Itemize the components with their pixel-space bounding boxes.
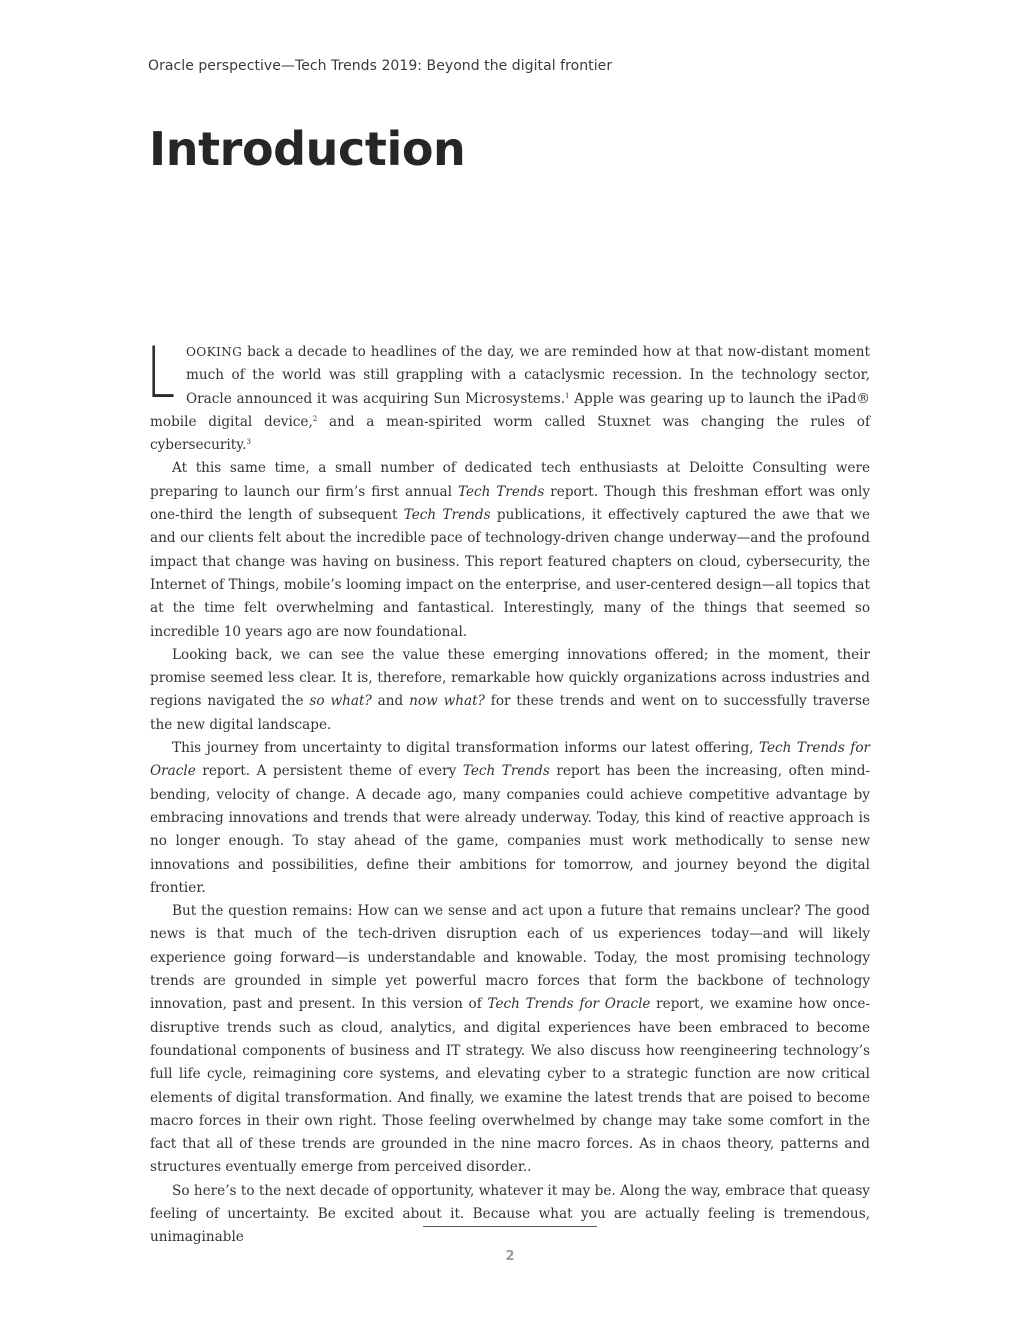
running-header: Oracle perspective—Tech Trends 2019: Beyond the digital frontier: [148, 58, 613, 74]
paragraph-text: for these trends and went on to successfully traverse the new digital landscape.: [150, 693, 870, 733]
page-title: Introduction: [149, 122, 466, 176]
paragraph-5: [150, 900, 870, 1180]
paragraph-text: So here’s to the next decade of opportunity, whatever it may be. Along the way, embrace that queasy feeling of uncertainty. Be excited about it. Because what you are actually feeling is tremendous, unimaginable: [150, 1182, 870, 1246]
italic-title: Tech Trends for Oracle: [150, 740, 870, 780]
paragraph-2: [150, 457, 870, 643]
italic-title: Tech Trends: [457, 483, 545, 500]
paragraph-6: [150, 1180, 870, 1250]
paragraph-3: [150, 644, 870, 737]
drop-cap: L: [146, 332, 176, 414]
paragraph-text: back a decade to headlines of the day, we are reminded how at that now-distant moment much of the world was still grappling with a cataclysmic recession. In the technology sector, Oracle announced it was acquiring Sun Microsystems.: [186, 344, 870, 407]
italic-phrase: so what?: [309, 693, 372, 710]
paragraph-text: At this same time, a small number of dedicated tech enthusiasts at Deloitte Consulting were preparing to launch our firm’s first annual: [150, 460, 870, 500]
paragraph-text: report, we examine how once-disruptive trends such as cloud, analytics, and digital experiences have been embraced to become foundational components of business and IT strategy. We also discuss how reengineering technology’s full life cycle, reimagining core systems, and elevating cyber to a strategic function are now critical elements of digital transformation. And finally, we examine the latest trends that are poised to become macro forces in their own right. Those feeling overwhelmed by change may take some comfort in the fact that all of these trends are grounded in the nine macro forces. As in chaos theory, patterns and structures eventually emerge from perceived disorder..: [150, 996, 870, 1176]
italic-title: Tech Trends for Oracle: [487, 996, 651, 1013]
paragraph-text: But the question remains: How can we sense and act upon a future that remains unclear? The good news is that much of the tech-driven disruption each of us experiences today—and will likely experience going forward—is understandable and knowable. Today, the most promising technology trends are grounded in simple yet powerful macro forces that form the backbone of technology innovation, past and present. In this version of: [150, 903, 870, 1013]
lead-in-smallcaps: OOKING: [186, 345, 243, 359]
paragraph-text: and: [371, 693, 410, 710]
italic-phrase: now what?: [409, 693, 485, 710]
footnote-ref[interactable]: 2: [312, 414, 318, 423]
footer-divider: [423, 1226, 597, 1227]
paragraph-text: publications, it effectively captured the awe that we and our clients felt about the incredible pace of technology-driven change underway—and the profound impact that change was having on business. This report featured chapters on cloud, cybersecurity, the Internet of Things, mobile’s looming impact on the enterprise, and user-centered design—all topics that at the time felt overwhelming and fantastical. Interestingly, many of the things that seemed so incredible 10 years ago are now foundational.: [150, 507, 870, 640]
paragraph-text: report. A persistent theme of every: [195, 763, 463, 780]
paragraph-text: report has been the increasing, often mind-bending, velocity of change. A decade ago, many companies could achieve competitive advantage by embracing innovations and trends that were already underway. Today, this kind of reactive approach is no longer enough. To stay ahead of the game, companies must work methodically to sense new innovations and possibilities, define their ambitions for tomorrow, and journey beyond the digital frontier.: [150, 763, 870, 896]
paragraph-text: Apple was gearing up to launch the iPad® mobile digital device,: [150, 390, 870, 430]
footnote-ref[interactable]: 3: [246, 438, 251, 447]
italic-title: Tech Trends: [403, 507, 491, 524]
footnote-ref[interactable]: 1: [565, 391, 570, 400]
paragraph-text: and a mean-spirited worm called Stuxnet was changing the rules of cybersecurity.: [150, 413, 870, 454]
paragraph-1: [146, 332, 870, 457]
italic-title: Tech Trends: [462, 763, 550, 780]
paragraph-4: [150, 737, 870, 900]
paragraph-text: report. Though this freshman effort was only one-third the length of subsequent: [150, 483, 871, 524]
paragraph-text: This journey from uncertainty to digital transformation informs our latest offering,: [172, 740, 759, 757]
paragraph-text: Looking back, we can see the value these emerging innovations offered; in the moment, their promise seemed less clear. It is, therefore, remarkable how quickly organizations across industries and regions navigated the: [150, 646, 870, 710]
page-number: 2: [505, 1249, 515, 1264]
body-text: [146, 332, 871, 1250]
